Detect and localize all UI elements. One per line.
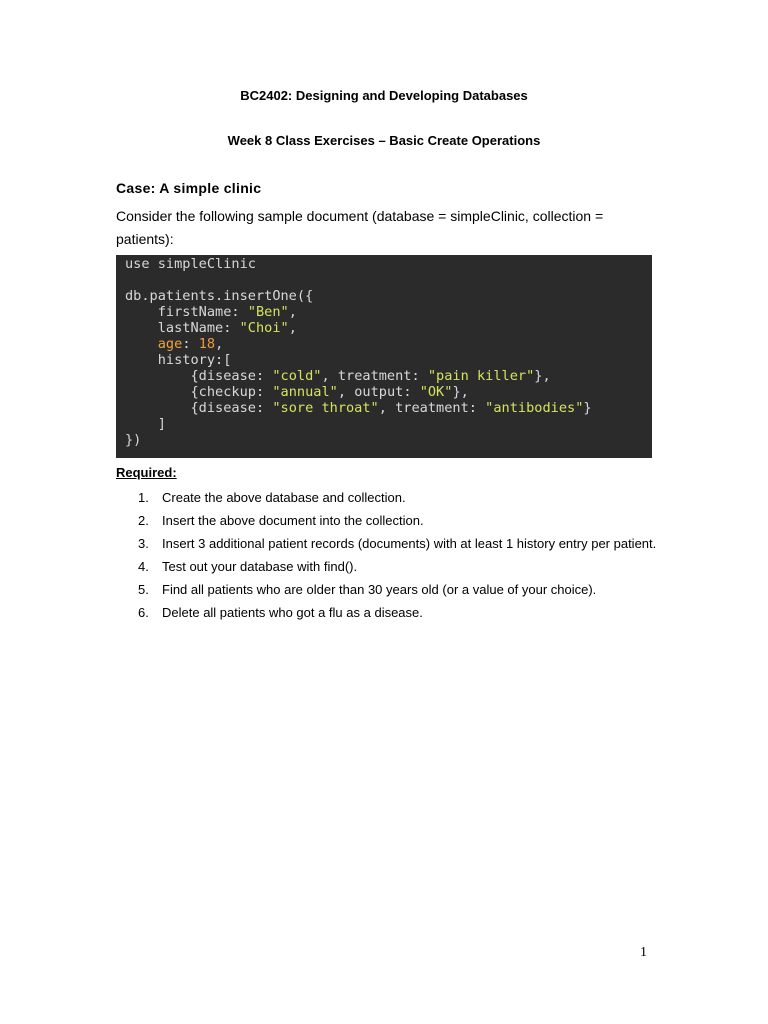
code-close-bracket: ] — [157, 416, 166, 432]
code-h2-val1: "annual" — [272, 384, 338, 400]
list-item — [138, 555, 658, 578]
list-item — [138, 509, 658, 532]
intro-paragraph: Consider the following sample document (database = simpleClinic, collection = patients): — [116, 208, 604, 247]
page-number: 1 — [640, 945, 647, 960]
code-h2-key2: output — [354, 384, 404, 400]
code-line-firstname: firstName: "Ben", — [157, 304, 297, 320]
code-key-age: age — [157, 336, 183, 352]
code-val-lastname: "Choi" — [239, 320, 289, 336]
code-h3-key1: disease — [198, 400, 256, 416]
code-db-name: simpleClinic — [149, 256, 256, 272]
code-h1-val1: "cold" — [272, 368, 322, 384]
code-h3-key2: treatment — [395, 400, 469, 416]
code-h1-key2: treatment — [337, 368, 412, 384]
case-heading: Case: A simple clinic — [116, 180, 262, 196]
code-key-lastname: lastName — [157, 320, 224, 336]
exercise-title: Week 8 Class Exercises – Basic Create Operations — [227, 133, 541, 148]
list-item — [138, 532, 658, 555]
list-item-text: Create the above database and collection. — [162, 490, 406, 505]
code-key-history: history — [157, 352, 216, 368]
code-line-close-bracket — [125, 416, 652, 432]
code-h3-val1: "sore throat" — [272, 400, 379, 416]
code-val-firstname: "Ben" — [247, 304, 289, 320]
required-list — [138, 486, 658, 624]
code-line-blank — [125, 272, 652, 288]
list-item — [138, 486, 658, 509]
code-key-firstname: firstName — [157, 304, 232, 320]
list-item-text: Find all patients who are older than 30 years old (or a value of your choice). — [162, 582, 597, 597]
list-item-number: 6. — [138, 605, 149, 620]
code-line-use — [125, 256, 652, 272]
code-insert-call: db.patients.insertOne({ — [125, 288, 314, 304]
code-val-age: 18 — [198, 336, 216, 352]
code-h3-val2: "antibodies" — [485, 400, 584, 416]
code-line-history-1: {disease: "cold", treatment: "pain killer"}, — [190, 368, 551, 384]
required-heading: Required: — [116, 465, 177, 480]
code-line-history-3: {disease: "sore throat", treatment: "antibodies"} — [190, 400, 592, 416]
list-item-text: Insert 3 additional patient records (documents) with at least 1 history entry per patient. — [162, 536, 657, 551]
code-h2-val2: "OK" — [419, 384, 453, 400]
code-h1-key1: disease — [198, 368, 256, 384]
list-item-text: Delete all patients who got a flu as a disease. — [162, 605, 423, 620]
code-line-close-all — [125, 432, 652, 448]
code-line-history-2: {checkup: "annual", output: "OK"}, — [190, 384, 469, 400]
list-item-number: 2. — [138, 513, 149, 528]
code-history-open: :[ — [215, 352, 232, 368]
list-item — [138, 578, 658, 601]
list-item-text: Test out your database with find(). — [162, 559, 358, 574]
list-item-number: 4. — [138, 559, 149, 574]
code-h1-val2: "pain killer" — [427, 368, 535, 384]
code-close-all: }) — [125, 432, 142, 448]
list-item-number: 5. — [138, 582, 149, 597]
course-title: BC2402: Designing and Developing Databases — [240, 88, 528, 103]
code-line-history — [125, 352, 652, 368]
list-item — [138, 601, 658, 624]
code-line-insert — [125, 288, 652, 304]
list-item-number: 3. — [138, 536, 149, 551]
code-line-lastname: lastName: "Choi", — [157, 320, 297, 336]
code-block — [116, 255, 652, 458]
code-h2-key1: checkup — [198, 384, 256, 400]
code-keyword-use: use — [125, 256, 150, 272]
code-line-age: age: 18, — [157, 336, 224, 352]
list-item-number: 1. — [138, 490, 149, 505]
list-item-text: Insert the above document into the collection. — [162, 513, 424, 528]
